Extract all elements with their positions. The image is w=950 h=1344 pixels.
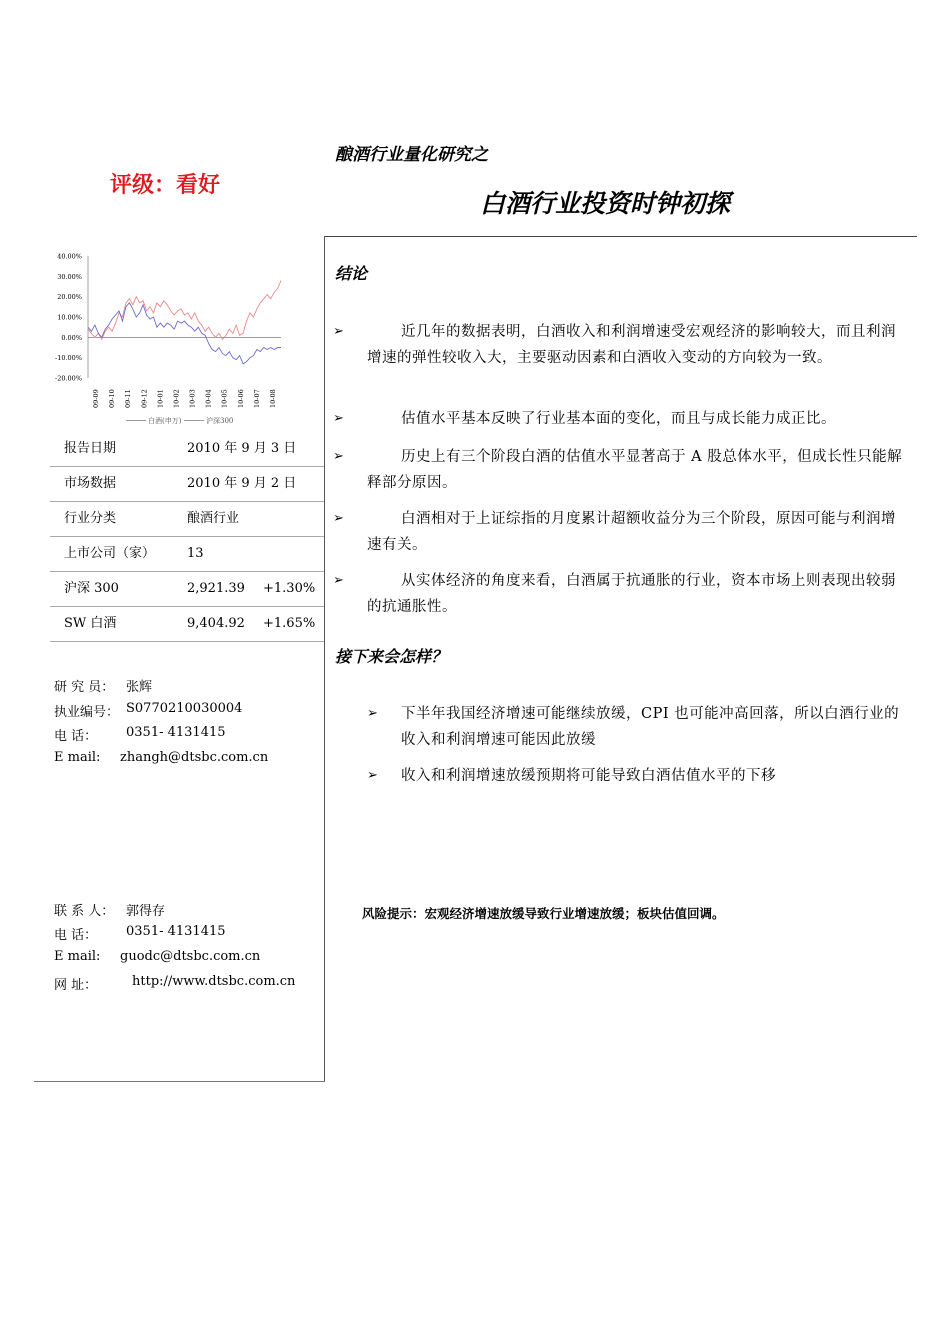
- contact-email[interactable]: guodc@dtsbc.com.cn: [120, 949, 261, 964]
- info-row: [50, 467, 324, 502]
- info-row: [50, 537, 324, 572]
- researcher-label: 研 究 员：: [54, 680, 115, 695]
- outlook-bullet: ➢ 收入和利润增速放缓预期将可能导致白酒估值水平的下移: [367, 763, 909, 789]
- info-row: [50, 502, 324, 537]
- bullet-arrow-icon: ➢: [333, 573, 345, 588]
- conclusion-bullet: ➢ 历史上有三个阶段白酒的估值水平显著高于 A 股总体水平，但成长性只能解释部分原因。: [367, 444, 909, 496]
- info-label: 报告日期: [64, 441, 117, 456]
- x-tick-label: 09-11: [124, 389, 133, 408]
- x-tick-label: 10-01: [156, 389, 165, 408]
- x-tick-label: 09-09: [92, 389, 101, 408]
- contact-website-link[interactable]: http://www.dtsbc.com.cn: [132, 974, 296, 989]
- outlook-bullet: ➢ 下半年我国经济增速可能继续放缓，CPI 也可能冲高回落，所以白酒行业的收入和利润增速可能因此放缓: [367, 701, 909, 753]
- license-label: 执业编号：: [54, 705, 120, 720]
- info-label: 沪深 300: [64, 581, 119, 596]
- bullet-arrow-icon: ➢: [333, 411, 345, 426]
- x-tick-label: 10-08: [268, 389, 277, 408]
- bullet-arrow-icon: ➢: [333, 324, 345, 339]
- x-tick-label: 10-04: [204, 389, 213, 408]
- legend-label: 白酒(申万): [148, 417, 182, 425]
- conclusion-bullet: ➢ 从实体经济的角度来看，白酒属于抗通胀的行业，资本市场上则表现出较弱的抗通胀性。: [367, 568, 909, 620]
- email-label: E mail:: [54, 750, 101, 765]
- x-tick-label: 10-05: [220, 389, 229, 408]
- info-value: 酿酒行业: [187, 511, 240, 526]
- info-row: [50, 432, 324, 467]
- x-tick-label: 09-12: [140, 389, 149, 408]
- y-tick-label: 40.00%: [57, 252, 82, 261]
- info-label: 上市公司（家）: [64, 546, 156, 561]
- contact-phone-label: 电 话：: [54, 928, 98, 943]
- bullet-arrow-icon: ➢: [367, 768, 379, 783]
- x-tick-label: 10-07: [252, 389, 261, 408]
- sidebar-bottom-divider: [34, 1081, 325, 1082]
- contact-person-name: 郭得存: [126, 904, 166, 919]
- conclusion-bullet: ➢ 近几年的数据表明，白酒收入和利润增速受宏观经济的影响较大，而且利润增速的弹性较收入大，主要驱动因素和白酒收入变动的方向较为一致。: [367, 319, 909, 371]
- x-tick-label: 09-10: [108, 389, 117, 408]
- info-value: 9,404.92: [187, 616, 245, 631]
- x-tick-label: 10-06: [236, 389, 245, 408]
- info-label: 市场数据: [64, 476, 117, 491]
- phone-number: 0351- 4131415: [126, 725, 226, 740]
- report-title: 白酒行业投资时钟初探: [480, 189, 731, 218]
- info-value: 2,921.39: [187, 581, 245, 596]
- series-line-0: [88, 280, 281, 339]
- info-change: +1.30%: [263, 581, 316, 596]
- y-tick-label: 20.00%: [57, 293, 82, 302]
- conclusion-bullet: ➢ 估值水平基本反映了行业基本面的变化，而且与成长能力成正比。: [367, 406, 909, 432]
- x-tick-label: 10-02: [172, 389, 181, 408]
- info-row: [50, 572, 324, 607]
- bullet-arrow-icon: ➢: [333, 511, 345, 526]
- performance-chart: [48, 248, 298, 433]
- info-value: 13: [187, 546, 204, 561]
- phone-label: 电 话：: [54, 729, 98, 744]
- series-line-1: [88, 303, 281, 364]
- y-tick-label: -10.00%: [55, 354, 82, 363]
- x-tick-label: 10-03: [188, 389, 197, 408]
- report-series-title: 酿酒行业量化研究之: [335, 145, 488, 165]
- risk-warning: 风险提示：宏观经济增速放缓导致行业增速放缓；板块估值回调。: [362, 906, 725, 921]
- bullet-arrow-icon: ➢: [333, 449, 345, 464]
- info-row: [50, 607, 324, 642]
- legend-label: 沪深300: [206, 417, 234, 425]
- info-change: +1.65%: [263, 616, 316, 631]
- outlook-heading: 接下来会怎样？: [335, 647, 448, 666]
- conclusion-heading: 结论: [335, 264, 368, 283]
- contact-phone-number: 0351- 4131415: [126, 924, 226, 939]
- y-tick-label: -20.00%: [55, 374, 82, 383]
- contact-web-label: 网 址：: [54, 978, 98, 993]
- rating-label: 评级：看好: [110, 173, 221, 198]
- conclusion-bullet: ➢ 白酒相对于上证综指的月度累计超额收益分为三个阶段，原因可能与利润增速有关。: [367, 506, 909, 558]
- market-info-table: [50, 432, 324, 642]
- header-divider: [325, 236, 917, 237]
- researcher-name: 张辉: [126, 680, 153, 695]
- info-label: 行业分类: [64, 511, 117, 526]
- contact-email-label: E mail:: [54, 949, 101, 964]
- info-label: SW 白酒: [64, 616, 117, 631]
- analyst-email[interactable]: zhangh@dtsbc.com.cn: [120, 750, 269, 765]
- y-tick-label: 0.00%: [61, 333, 82, 342]
- y-tick-label: 30.00%: [57, 272, 82, 281]
- contact-person-label: 联 系 人：: [54, 904, 115, 919]
- y-tick-label: 10.00%: [57, 313, 82, 322]
- column-divider: [324, 236, 325, 1082]
- info-value: 2010 年 9 月 3 日: [187, 441, 297, 456]
- license-number: S0770210030004: [126, 701, 243, 716]
- info-value: 2010 年 9 月 2 日: [187, 476, 297, 491]
- bullet-arrow-icon: ➢: [367, 706, 379, 721]
